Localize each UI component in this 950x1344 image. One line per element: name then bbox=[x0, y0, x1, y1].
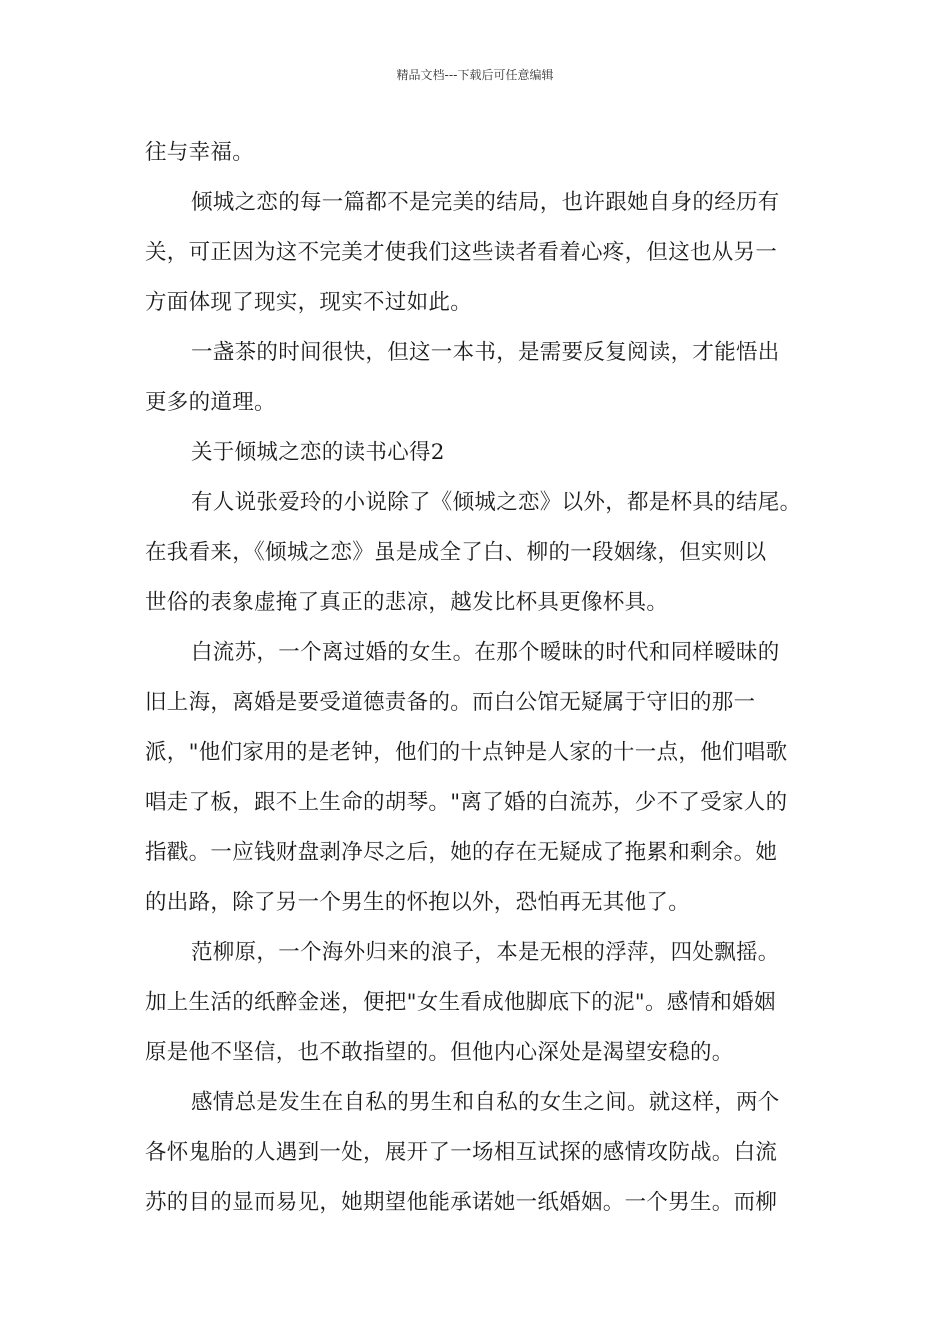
text-line: 方面体现了现实，现实不过如此。 bbox=[145, 290, 473, 315]
text-line: 倾城之恋的每一篇都不是完美的结局，也许跟她自身的经历有 bbox=[191, 190, 780, 215]
text-line: 指戳。一应钱财盘剥净尽之后，她的存在无疑成了拖累和剩余。她 bbox=[145, 840, 778, 865]
text-line: 白流苏，一个离过婚的女生。在那个暧昧的时代和同样暧昧的 bbox=[191, 640, 780, 665]
text-line: 旧上海，离婚是要受道德责备的。而白公馆无疑属于守旧的那一 bbox=[145, 690, 756, 715]
text-line: 唱走了板，跟不上生命的胡琴。"离了婚的白流苏，少不了受家人的 bbox=[145, 790, 788, 815]
text-line: 更多的道理。 bbox=[145, 390, 276, 415]
text-line: 感情总是发生在自私的男生和自私的女生之间。就这样，两个 bbox=[191, 1090, 780, 1115]
text-line: 原是他不坚信，也不敢指望的。但他内心深处是渴望安稳的。 bbox=[145, 1040, 734, 1065]
text-line: 派，"他们家用的是老钟，他们的十点钟是人家的十一点，他们唱歌 bbox=[145, 740, 788, 765]
text-line: 关，可正因为这不完美才使我们这些读者看着心疼，但这也从另一 bbox=[145, 240, 778, 265]
text-line: 往与幸福。 bbox=[145, 140, 255, 165]
text-line: 在我看来，《倾城之恋》虽是成全了白、柳的一段姻缘，但实则以 bbox=[145, 540, 767, 565]
section-heading: 关于倾城之恋的读书心得2 bbox=[191, 440, 445, 465]
text-line: 一盏茶的时间很快，但这一本书，是需要反复阅读，才能悟出 bbox=[191, 340, 780, 365]
text-line: 的出路，除了另一个男生的怀抱以外，恐怕再无其他了。 bbox=[145, 890, 691, 915]
text-line: 范柳原，一个海外归来的浪子，本是无根的浮萍，四处飘摇。 bbox=[191, 940, 780, 965]
text-line: 苏的目的显而易见，她期望他能承诺她一纸婚姻。一个男生。而柳 bbox=[145, 1190, 778, 1215]
page-header: 精品文档---下载后可任意编辑 bbox=[396, 68, 554, 82]
text-line: 各怀鬼胎的人遇到一处，展开了一场相互试探的感情攻防战。白流 bbox=[145, 1140, 778, 1165]
document-body bbox=[145, 128, 811, 1228]
text-line: 有人说张爱玲的小说除了《倾城之恋》以外，都是杯具的结尾。 bbox=[191, 490, 802, 515]
text-line: 世俗的表象虚掩了真正的悲凉，越发比杯具更像杯具。 bbox=[145, 590, 669, 615]
text-line: 加上生活的纸醉金迷，便把"女生看成他脚底下的泥"。感情和婚姻 bbox=[145, 990, 776, 1015]
